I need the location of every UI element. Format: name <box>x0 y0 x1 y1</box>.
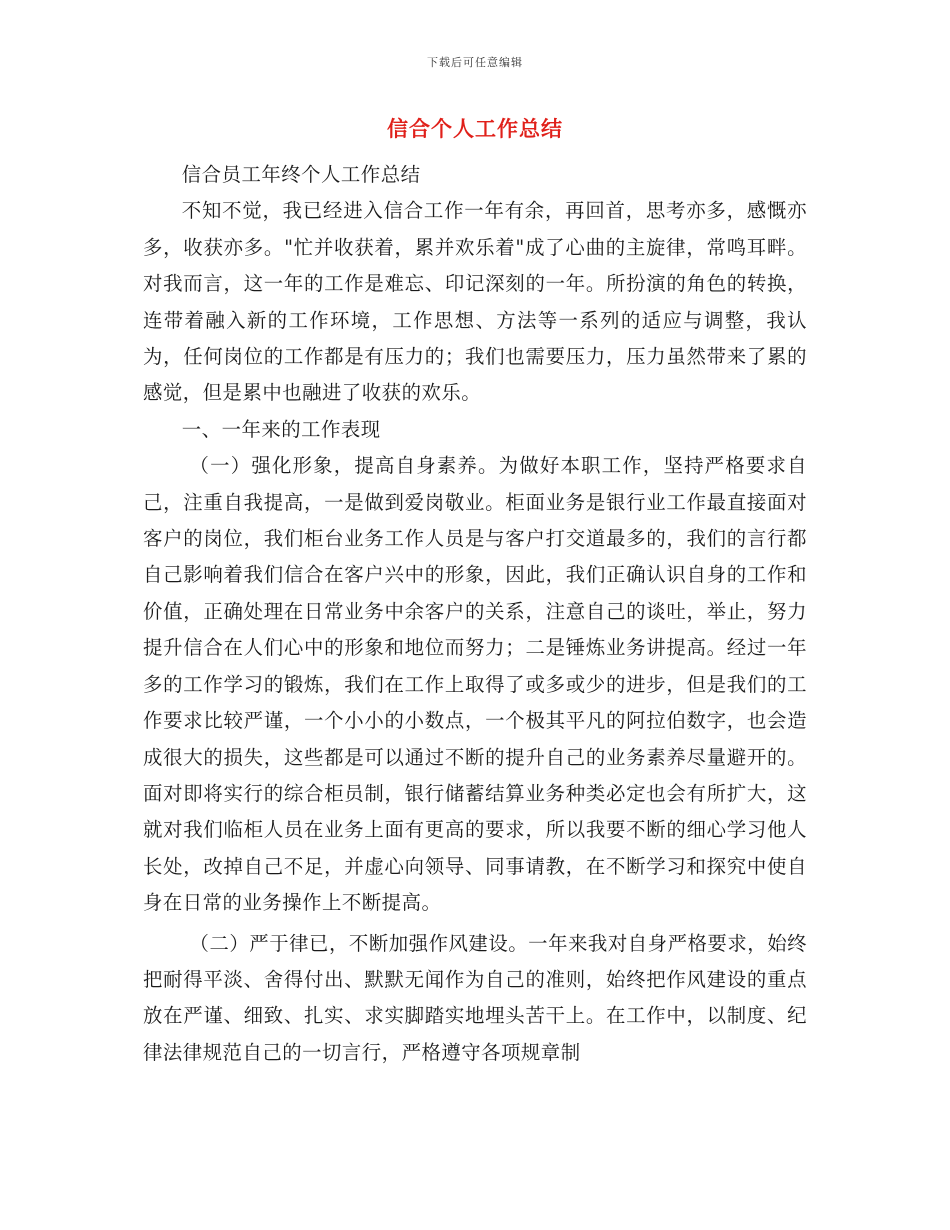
intro-paragraph: 不知不觉，我已经进入信合工作一年有余，再回首，思考亦多，感慨亦多，收获亦多。"忙并收获着，累并欢乐着"成了心曲的主旋律，常鸣耳畔。对我而言，这一年的工作是难忘、印记深刻的一年。所扮演的角色的转换，连带着融入新的工作环境，工作思想、方法等一系列的适应与调整，我认为，任何岗位的工作都是有压力的；我们也需要压力，压力虽然带来了累的感觉，但是累中也融进了收获的欢乐。 <box>143 199 807 405</box>
subtitle-paragraph: 信合员工年终个人工作总结 <box>181 163 421 186</box>
section-2-paragraph: （二）严于律已，不断加强作风建设。一年来我对自身严格要求，始终把耐得平淡、舍得付出、默默无闻作为自己的准则，始终把作风建设的重点放在严谨、细致、扎实、求实脚踏实地埋头苦干上。在工作中，以制度、纪律法律规范自己的一切言行，严格遵守各项规章制 <box>143 931 807 1064</box>
document-body <box>143 157 807 1071</box>
section-heading: 一、一年来的工作表现 <box>181 417 381 441</box>
header-note: 下载后可任意编辑 <box>427 56 523 69</box>
section-1-paragraph: （一）强化形象，提高自身素养。为做好本职工作，坚持严格要求自己，注重自我提高，一是做到爱岗敬业。柜面业务是银行业工作最直接面对客户的岗位，我们柜台业务工作人员是与客户打交道最多的，我们的言行都自己影响着我们信合在客户兴中的形象，因此，我们正确认识自身的工作和价值，正确处理在日常业务中余客户的关系，注意自己的谈吐，举止，努力提升信合在人们心中的形象和地位而努力；二是锤炼业务讲提高。经过一年多的工作学习的锻炼，我们在工作上取得了或多或少的进步，但是我们的工作要求比较严谨，一个小小的小数点，一个极其平凡的阿拉伯数字，也会造成很大的损失，这些都是可以通过不断的提升自己的业务素养尽量避开的。面对即将实行的综合柜员制，银行储蓄结算业务种类必定也会有所扩大，这就对我们临柜人员在业务上面有更高的要求，所以我要不断的细心学习他人长处，改掉自己不足，并虚心向领导、同事请教，在不断学习和探究中使自身在日常的业务操作上不断提高。 <box>143 454 807 915</box>
document-title: 信合个人工作总结 <box>387 116 563 141</box>
